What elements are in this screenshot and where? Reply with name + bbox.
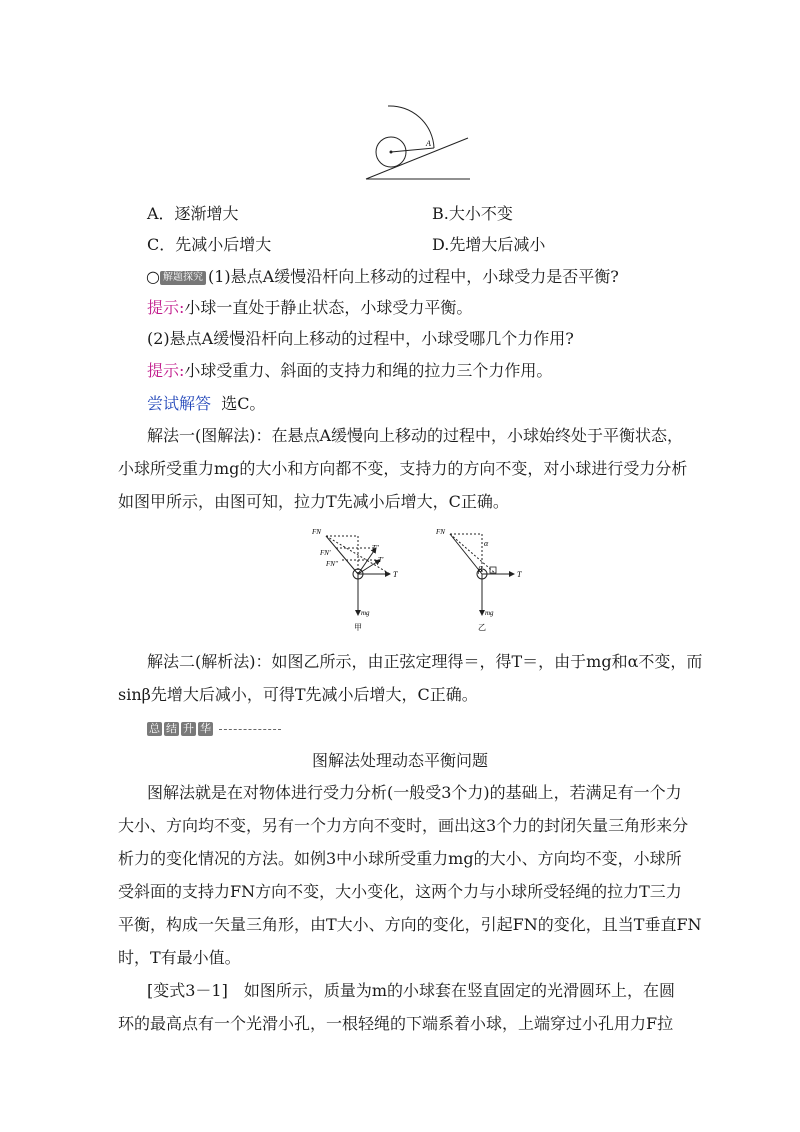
jia-caption: 甲 [354,623,362,632]
hint-label-2: 提示: [147,361,185,380]
option-a: A．逐渐增大 [147,204,239,223]
explore-question-2: (2)悬点A缓慢沿杆向上移动的过程中，小球受哪几个力作用? [147,329,574,348]
yi-beta-label: β [478,565,482,574]
yi-fn-label: FN [436,528,445,536]
summary-line-3: 析力的变化情况的方法。如例3中小球所受重力mg的大小、方向均不变，小球所 [118,849,682,868]
jia-fn-label: FN [312,528,321,536]
summary-line-4: 受斜面的支持力FN方向不变，大小变化，这两个力与小球所受轻绳的拉力T三力 [118,882,682,901]
summary-chip-4: 华 [200,722,211,735]
explore-answer-2-line [147,360,552,382]
explore-answer-2: 小球受重力、斜面的支持力和绳的拉力三个力作用。 [184,361,553,380]
figure-jia [308,522,408,634]
jia-t2-label: T'' [372,544,379,552]
explore-answer-1: 小球一直处于静止状态，小球受力平衡。 [184,298,473,317]
method1-line-1: 解法一(图解法)：在悬点A缓慢向上移动的过程中，小球始终处于平衡状态， [147,426,684,445]
string-line [391,148,434,152]
answer-label: 尝试解答 [147,394,212,413]
summary-line-6: 时，T有最小值。 [118,948,241,967]
yi-alpha-label: α [484,539,489,548]
jia-fn1-label: FN' [320,549,331,557]
summary-heading [147,722,281,736]
yi-t-label: T [517,570,522,579]
jia-t-label: T [393,570,398,579]
summary-chip-2: 结 [166,722,177,735]
summary-title: 图解法处理动态平衡问题 [311,751,488,770]
method2-line-1: 解法二(解析法)：如图乙所示，由正弦定理得＝，得T＝，由于mg和α不变，而 [147,652,703,671]
figure-yi [432,522,532,634]
yi-mg-label: mg [485,609,494,617]
yi-right-angle [490,567,496,573]
explore-answer-1-line [147,297,472,319]
answer-text: 选C。 [221,394,266,413]
answer-line [147,393,265,415]
summary-line-1: 图解法就是在对物体进行受力分析(一般受3个力)的基础上，若满足有一个力 [147,783,682,802]
jia-fn-line [326,536,358,574]
summary-line-2: 大小、方向均不变，另有一个力方向不变时，画出这3个力的封闭矢量三角形来分 [118,816,689,835]
jia-t1-arrow [358,560,380,574]
summary-line-5: 平衡，构成一矢量三角形，由T大小、方向的变化，引起FN的变化，且当T垂直FN [118,915,702,934]
jia-fn2-label: FN'' [326,560,338,568]
summary-divider [219,729,281,730]
incline-line [366,138,468,179]
hint-label-1: 提示: [147,298,185,317]
option-c: C．先减小后增大 [147,235,272,254]
method2-line-2: sinβ先增大后减小，可得T先减小后增大，C正确。 [118,685,478,704]
variant-line-1: [变式3－1] 如图所示，质量为m的小球套在竖直固定的光滑圆环上，在圆 [147,981,676,1000]
method1-line-2: 小球所受重力mg的大小和方向都不变，支持力的方向不变，对小球进行受力分析 [118,459,688,478]
explore-question-1: (1)悬点A缓慢沿杆向上移动的过程中，小球受力是否平衡? [207,267,619,286]
method1-line-3: 如图甲所示，由图可知，拉力T先减小后增大，C正确。 [118,492,509,511]
explore-badge: 解题探究 [160,271,206,285]
summary-chip-3: 升 [183,722,194,735]
point-a-label: A [426,139,431,148]
explore-question-1-line [146,266,619,288]
option-d: D.先增大后减小 [432,235,546,254]
variant-line-2: 环的最高点有一个光滑小孔，一根轻绳的下端系着小球，上端穿过小孔用力F拉 [118,1014,674,1033]
yi-caption: 乙 [478,623,486,632]
jia-mg-label: mg [361,609,370,617]
yi-dashed-diag [450,534,496,574]
summary-chip-1: 总 [149,722,160,735]
jia-t1-label: T' [378,556,384,564]
explore-prefix: ○ [146,267,160,286]
top-figure-ball-incline [360,104,480,184]
option-b: B.大小不变 [432,204,513,223]
